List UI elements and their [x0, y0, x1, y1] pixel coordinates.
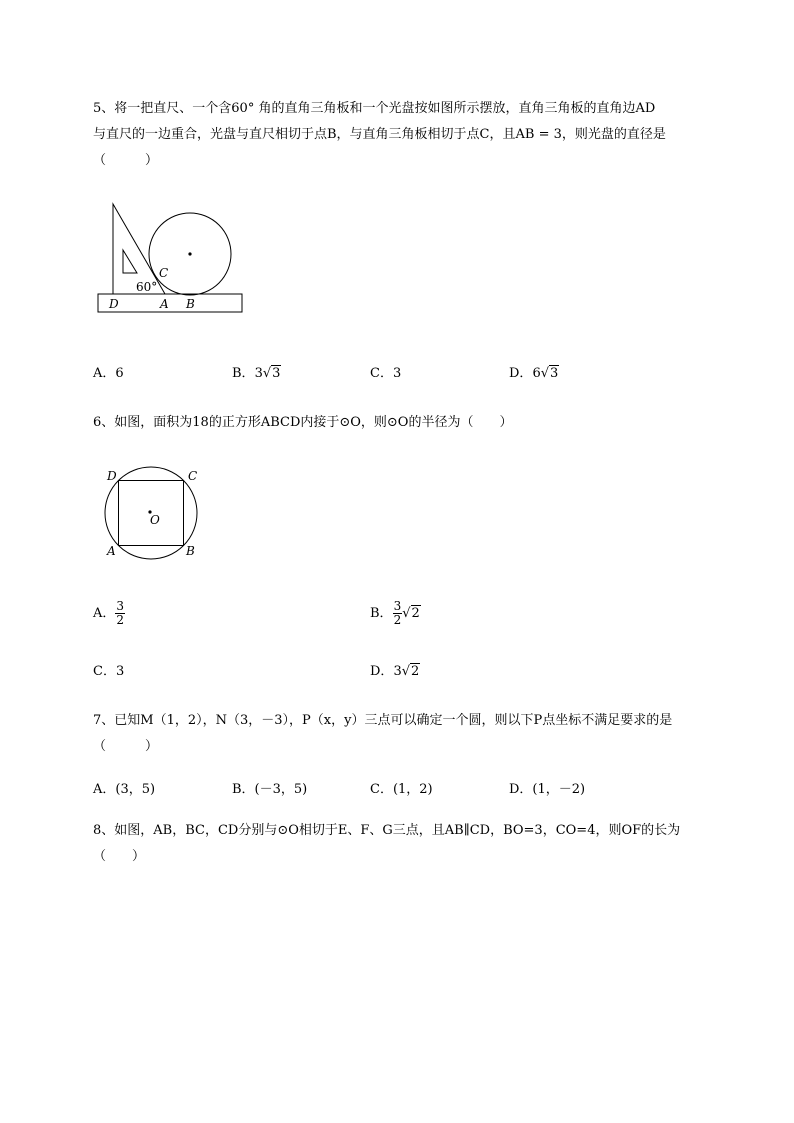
q6-option-d[interactable]: D．3√2: [370, 660, 420, 684]
sqrt-sign: √2: [401, 664, 420, 679]
label-a: A: [160, 297, 169, 311]
fraction: $\frac{3}{2}$: [393, 599, 402, 627]
q7-option-d[interactable]: D．(1，－2): [509, 782, 586, 797]
q5-text-line-2: 与直尺的一边重合，光盘与直尺相切于点B，与直角三角板相切于点C，且AB = 3，则光盘的直径是: [93, 127, 666, 142]
q7-option-c[interactable]: C．(1，2): [370, 782, 433, 797]
question-7: [93, 708, 733, 760]
label-o: O: [150, 513, 160, 527]
q5-option-b[interactable]: B．3√3: [232, 362, 281, 386]
sqrt-sign: √2: [402, 606, 420, 621]
q5-answer-paren: （ ）: [93, 153, 159, 168]
label-angle: 60°: [136, 280, 158, 294]
label-c: C: [159, 266, 169, 280]
label-c: C: [188, 469, 198, 483]
q6-option-b[interactable]: B． $\frac{3}{2}$ √2: [370, 596, 421, 632]
q8-answer-paren: （ ）: [93, 849, 146, 864]
q5-option-a[interactable]: A．6: [93, 366, 124, 381]
label-b: B: [186, 297, 195, 311]
ruler: [98, 294, 242, 312]
q8-text-line-1: 8、如图，AB，BC，CD分别与⊙O相切于E、F、G三点，且AB∥CD，BO=3，CO=4，则OF的长为: [93, 823, 681, 838]
label-b: B: [186, 544, 195, 558]
q5-figure: [95, 198, 245, 316]
question-5: [93, 96, 733, 174]
sqrt-sign: √3: [540, 366, 559, 381]
q6-text-line-1: 6、如图，面积为18的正方形ABCD内接于⊙O，则⊙O的半径为（ ）: [93, 415, 513, 430]
q7-option-a[interactable]: A．(3，5): [93, 782, 156, 797]
question-6: [93, 410, 733, 436]
label-d: D: [109, 297, 119, 311]
q5-options: [93, 362, 733, 386]
fraction: $\frac{3}{2}$: [116, 599, 125, 627]
q7-answer-paren: （ ）: [93, 739, 159, 754]
sqrt-sign: √3: [262, 366, 281, 381]
q5-text-line-1: 5、将一把直尺、一个含60° 角的直角三角板和一个光盘按如图所示摆放，直角三角板的直角边AD: [93, 101, 656, 116]
q6-option-c[interactable]: C．3: [93, 664, 125, 679]
label-a: A: [107, 544, 116, 558]
q6-options-row-1: [93, 596, 733, 632]
q6-option-a[interactable]: A． $\frac{3}{2}$: [93, 599, 125, 627]
q6-figure: [100, 462, 210, 562]
q7-option-b[interactable]: B．(－3，5): [232, 782, 308, 797]
q5-option-d[interactable]: D．6√3: [509, 362, 559, 386]
disc-center: [188, 252, 191, 255]
set-square-inner: [123, 250, 137, 273]
q5-option-c[interactable]: C．3: [370, 366, 402, 381]
q7-options: [93, 778, 733, 802]
question-8: [93, 818, 733, 870]
label-d: D: [107, 469, 117, 483]
q7-text-line-1: 7、已知M（1，2），N（3，－3），P（x，y）三点可以确定一个圆，则以下P点坐标不满足要求的是: [93, 713, 673, 728]
q6-options-row-2: [93, 660, 733, 684]
